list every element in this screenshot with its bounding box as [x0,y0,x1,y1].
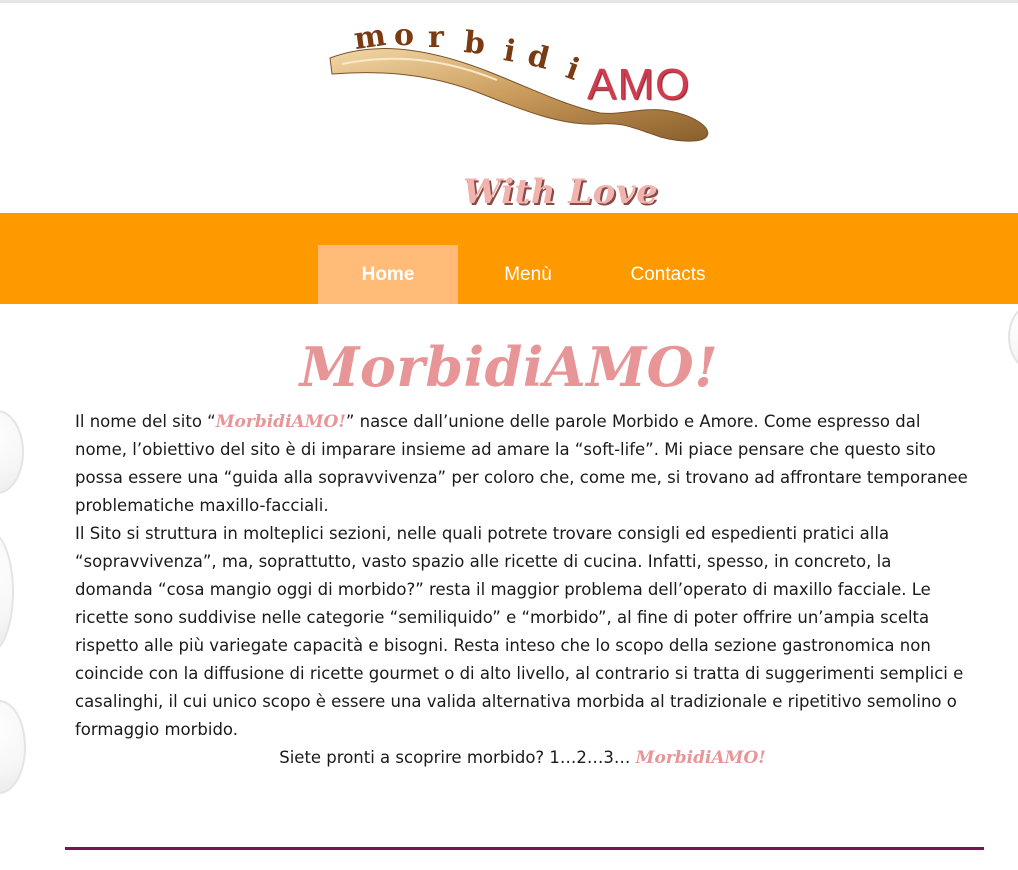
brand-inline: MorbidiAMO! [215,412,346,432]
page-title: MorbidiAMO! [299,335,719,399]
top-border [0,0,1018,3]
nav-bar [0,213,1018,304]
logo-letter-o: o [394,18,415,53]
nav-item-home[interactable]: Home [318,245,458,304]
bubble-decoration-left-3 [0,700,26,794]
intro-text-end: ” nasce dall’unione delle parole Morbido e Amore. Come espresso dal nome, l’obiettivo del sito è di imparare insieme ad amare la “soft-life”. Mi piace pensare che questo sito possa essere una “guida alla sopravvivenza” per coloro che, come me, si trovano ad affrontare temporanee problematiche maxillo-facciali. [75,412,968,515]
logo-letter-i: i [501,33,519,70]
closing-brand: MorbidiAMO! [635,748,766,768]
closing-line [75,744,970,772]
bubble-decoration-left-2 [0,530,14,654]
bubble-decoration-left-1 [0,410,24,494]
structure-paragraph: Il Sito si struttura in molteplici sezioni, nelle quali potrete trovare consigli ed espedienti pratici alla “sopravvivenza”, ma, soprattutto, vasto spazio alle ricette di cucina. Infatti, spesso, in concreto, la domanda “cosa mangio oggi di morbido?” resta il maggior problema dell’operato di maxillo facciale. Le ricette sono suddivise nelle categorie “semiliquido” e “morbido”, al fine di poter offrire un’ampia scelta rispetto alle più variegate capacità e bisogni. Resta inteso che lo scopo della sezione gastronomica non coincide con la diffusione di ricette gourmet o di alto livello, al contrario si tratta di suggerimenti semplici e casalinghi, il cui unico scopo è essere una valida alternativa morbida al tradizionale e ripetitivo semolino o formaggio morbido. [75,524,964,739]
logo-letter-b: b [462,24,487,63]
logo-letter-d: d [524,37,553,78]
intro-paragraph [75,408,970,520]
nav-item-menu[interactable]: Menù [504,264,552,285]
main-content [75,408,970,772]
closing-text: Siete pronti a scoprire morbido? 1…2…3… [279,748,636,767]
logo-amo: AMO [587,60,691,109]
footer-divider [65,847,984,850]
site-logo[interactable] [322,18,722,153]
tagline: With Love [463,172,659,212]
logo-letter-r: r [428,20,444,55]
nav-item-contacts[interactable]: Contacts [630,264,706,285]
logo-letter-m: m [351,17,389,58]
logo-letter-i2: i [561,51,585,88]
intro-text-start: Il nome del sito “ [75,412,216,431]
